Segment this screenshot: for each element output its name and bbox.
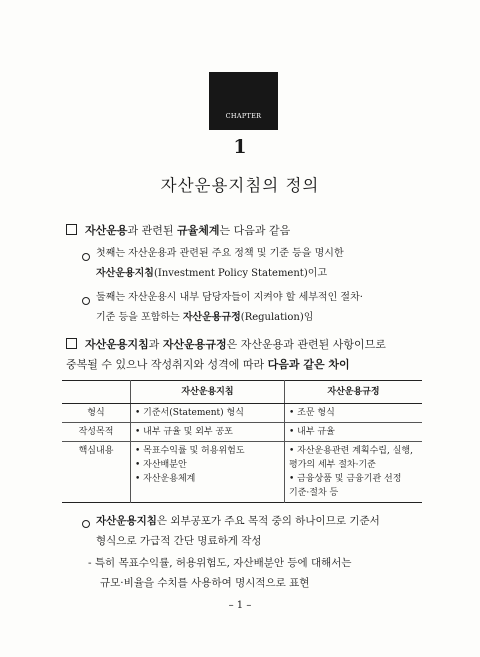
table-header-regulation: 자산운용규정 (285, 381, 423, 404)
circle-bullet-icon (82, 520, 90, 528)
table-cell: • 목표수익률 및 허용위험도 • 자산배분안 • 자산운용체계 (131, 442, 285, 503)
table-row (62, 442, 422, 503)
table-header-row (62, 381, 422, 404)
section1-heading: 자산운용과 관련된 규율체계는 다음과 같음 (66, 222, 290, 238)
table-row (62, 423, 422, 442)
page-number: – 1 – (228, 600, 252, 611)
table-row (62, 404, 422, 423)
row-label: 형식 (62, 404, 131, 423)
chapter-badge (209, 72, 278, 130)
table-header-guideline: 자산운용지침 (131, 381, 285, 404)
table-cell: • 내부 규율 (289, 427, 335, 437)
chapter-number: 1 (233, 136, 247, 158)
section2-heading: 자산운용지침과 자산운용규정은 자산운용과 관련된 사항이므로 중복될 수 있으나 작성취지와 성격에 따라 다음과 같은 차이 (66, 338, 386, 371)
square-bullet-icon (66, 338, 77, 349)
circle-bullet-icon (82, 253, 90, 261)
page-title: 자산운용지침의 정의 (160, 176, 320, 195)
square-bullet-icon (66, 224, 77, 235)
section1-bullet-2: 둘째는 자산운용시 내부 담당자들이 지켜야 할 세부적인 절차· 기준 등을 포함하는 자산운용규정(Regulation)임 (96, 292, 363, 323)
circle-bullet-icon (82, 297, 90, 305)
section1-bullet-1: 첫째는 자산운용과 관련된 주요 정책 및 기준 등을 명시한 자산운용지침(Investment Policy Statement)이고 (96, 248, 344, 279)
table-cell: • 자산운용관련 계획수립, 실행, 평가의 세부 절차·기준 • 금융상품 및 금융기관 선정 기준·절차 등 (289, 446, 413, 498)
row-label: 작성목적 (62, 423, 131, 442)
table-cell: • 조문 형식 (289, 408, 335, 418)
section3-bullet: 자산운용지침은 외부공포가 주요 목적 중의 하나이므로 기준서 형식으로 가급적 간단 명료하게 작성 (96, 515, 380, 547)
chapter-label: CHAPTER (225, 112, 262, 120)
table-header-blank (62, 381, 131, 404)
row-label: 핵심내용 (62, 442, 131, 503)
table-cell: • 내부 규율 및 외부 공포 (131, 423, 285, 442)
section3-sub-item: - 특히 목표수익률, 허용위험도, 자산배분안 등에 대해서는 규모·비율을 수치를 사용하여 명시적으로 표현 (88, 557, 352, 589)
table-cell: • 기준서(Statement) 형식 (131, 404, 285, 423)
comparison-table (62, 380, 422, 503)
